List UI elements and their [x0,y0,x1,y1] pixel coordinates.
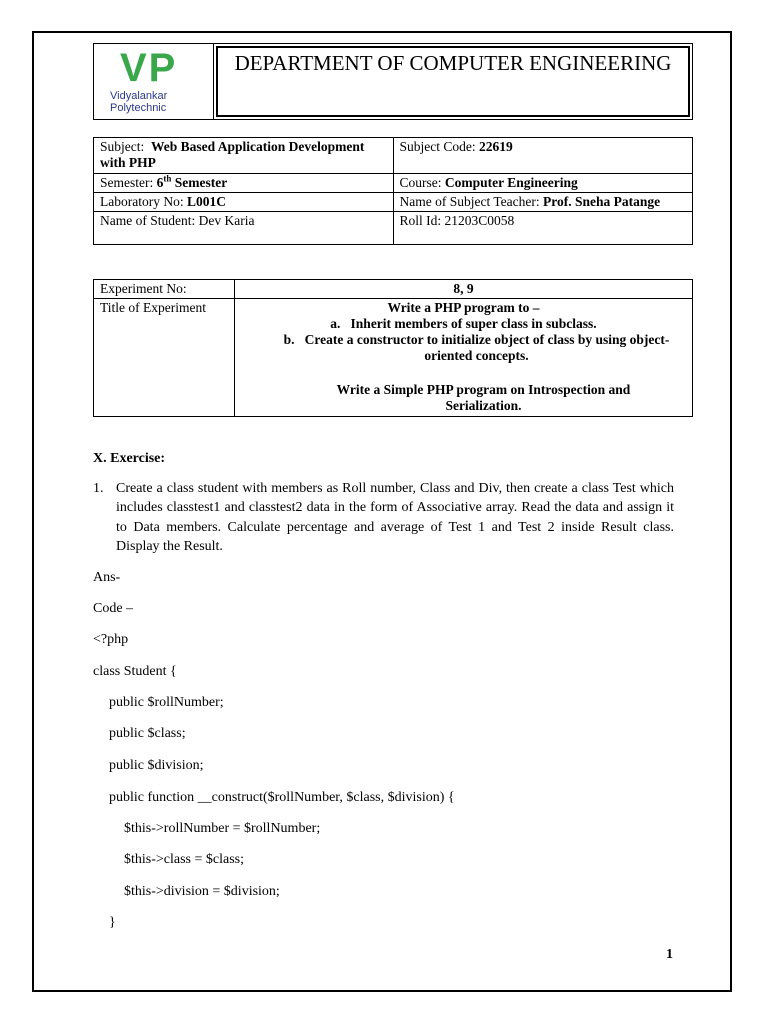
department-title: DEPARTMENT OF COMPUTER ENGINEERING [216,46,690,117]
item-a-text: Inherit members of super class in subclass. [350,316,597,331]
question-text: Create a class student with members as Roll number, Class and Div, then create a class Test which includes classtest1 and classtest2 data in the form of Associative array. Read the data and assign it to Data members. Calculate percentage and average of Test 1 and Test 2 inside Result class. Display the Result. [116,481,674,554]
page-number: 1 [666,947,673,962]
question-number: 1. [93,481,104,496]
semester-number: 6 [156,175,164,190]
subject-label: Subject: [100,139,145,154]
table-row [94,193,693,212]
course-label: Course: [399,175,442,190]
experiment-no-value: 8, 9 [235,280,693,299]
subject-code-label: Subject Code: [399,139,476,154]
subject-value: Web Based Application Development with PHP [100,139,365,170]
subject-cell [94,138,394,174]
code-label: Code – [93,601,134,616]
experiment-table [93,279,693,417]
code-line: public $class; [109,726,186,741]
document-header [93,43,693,120]
logo-text-line2: Polytechnic [110,102,167,114]
table-row [94,212,693,245]
subject-info-table [93,137,693,245]
code-line: public $division; [109,758,204,773]
student-label: Name of Student: [100,213,196,228]
experiment-title-second: Write a Simple PHP program on Introspection and Serialization. [336,382,631,413]
code-line: } [109,915,116,930]
logo-mark: VP [120,46,178,90]
answer-label: Ans- [93,570,121,585]
course-value: Computer Engineering [444,175,578,190]
experiment-no-label: Experiment No: [94,280,235,299]
semester-label: Semester: [100,175,154,190]
student-cell [94,212,394,245]
code-line: public $rollNumber; [109,695,224,710]
roll-cell [393,212,693,245]
code-line: $this->class = $class; [124,852,244,867]
table-row [94,299,693,417]
lab-value: L001C [186,194,226,209]
item-a-marker: a. [330,316,341,331]
roll-label: Roll Id: [399,213,442,228]
code-line: class Student { [93,664,177,679]
exercise-heading: X. Exercise: [93,451,166,466]
semester-suffix: th [163,173,172,184]
student-value: Dev Karia [198,213,255,228]
code-line: <?php [93,632,129,647]
experiment-item-b [241,332,686,364]
teacher-cell [393,193,693,212]
roll-value: 21203C0058 [444,213,515,228]
item-b-marker: b. [283,332,295,347]
lab-cell [94,193,394,212]
teacher-label: Name of Subject Teacher: [399,194,540,209]
semester-word: Semester [174,175,228,190]
experiment-title-cell [235,299,693,417]
experiment-title-intro: Write a PHP program to – [387,300,540,315]
table-row [94,138,693,174]
lab-label: Laboratory No: [100,194,184,209]
logo-text-line1: Vidyalankar [110,90,168,102]
teacher-value: Prof. Sneha Patange [543,194,661,209]
table-row [94,280,693,299]
subject-code-value: 22619 [479,139,513,154]
institute-logo [94,44,214,119]
experiment-item-a [241,316,686,332]
experiment-title-label: Title of Experiment [94,299,235,417]
code-line: public function __construct($rollNumber, $class, $division) { [109,790,455,805]
code-line: $this->division = $division; [124,884,280,899]
course-cell [393,174,693,193]
subject-code-cell [393,138,693,174]
table-row [94,174,693,193]
item-b-text: Create a constructor to initialize object of class by using object-oriented concepts. [304,332,670,363]
code-line: $this->rollNumber = $rollNumber; [124,821,321,836]
semester-cell [94,174,394,193]
